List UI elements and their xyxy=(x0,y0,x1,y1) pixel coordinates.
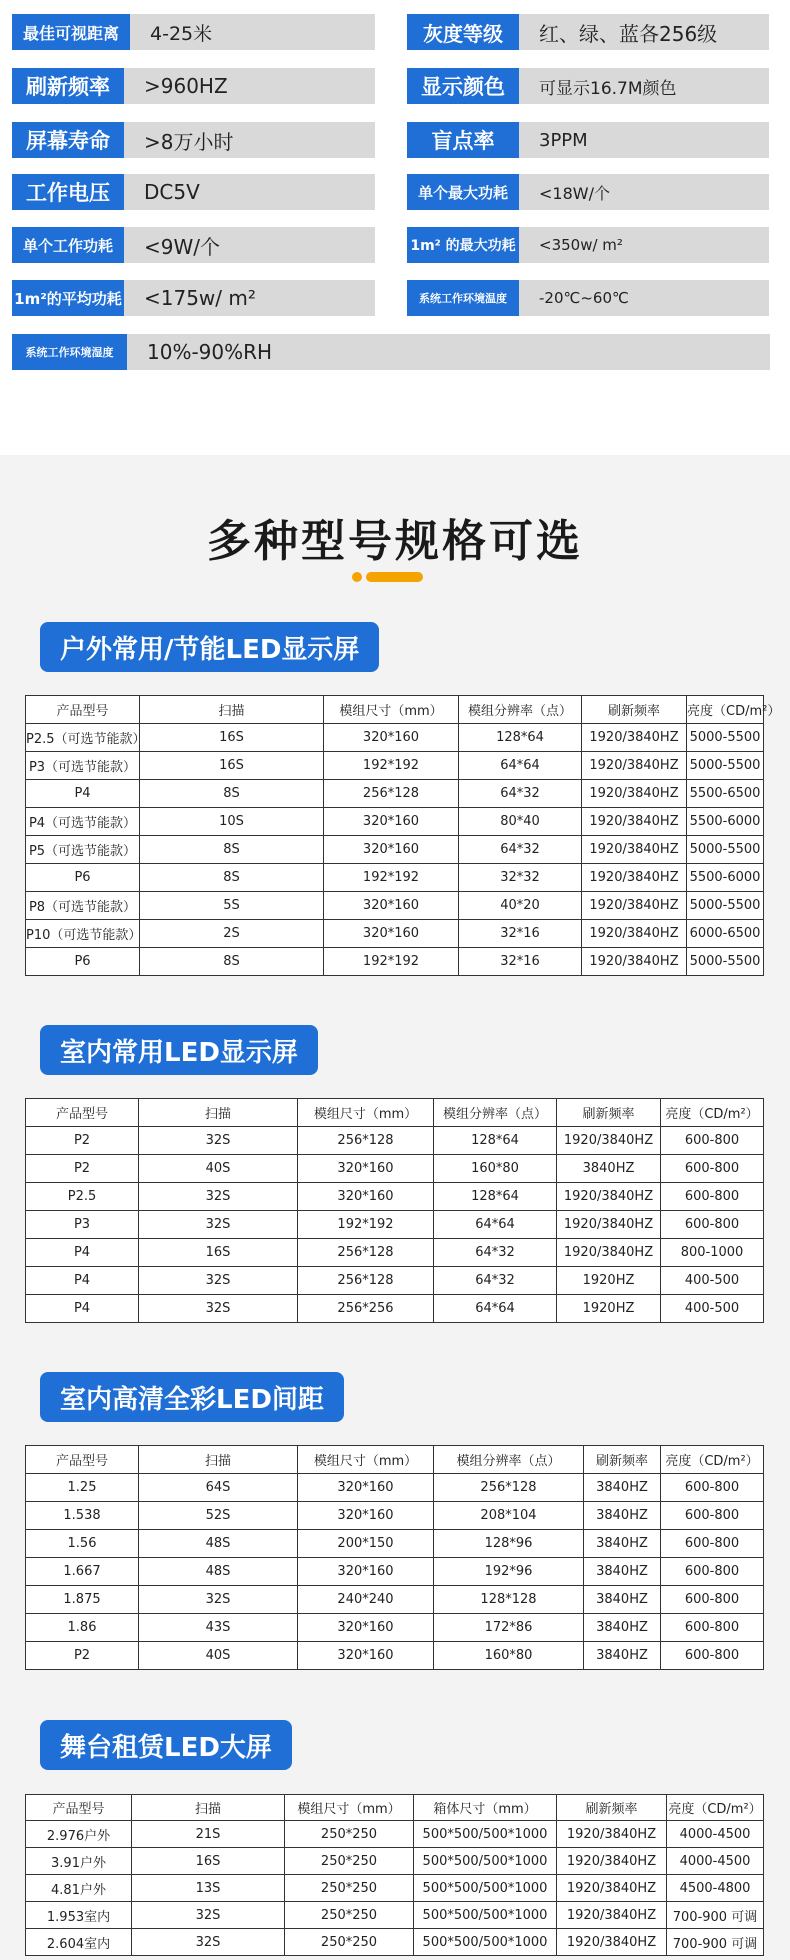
table-cell: 400-500 xyxy=(661,1267,764,1295)
table-cell: 250*250 xyxy=(285,1929,414,1956)
table-cell: 21S xyxy=(132,1821,285,1848)
table-header-cell: 产品型号 xyxy=(26,1099,139,1127)
table-cell: 1920/3840HZ xyxy=(557,1875,667,1902)
table-row xyxy=(26,1821,764,1848)
table-cell: 64*64 xyxy=(459,752,582,780)
table-cell: 13S xyxy=(132,1875,285,1902)
table-header-cell: 扫描 xyxy=(139,1446,298,1474)
table-cell: 3840HZ xyxy=(584,1586,661,1614)
spec-item xyxy=(12,122,375,158)
table-cell: 128*64 xyxy=(434,1183,557,1211)
table-cell: 600-800 xyxy=(661,1558,764,1586)
table-cell: 320*160 xyxy=(298,1642,434,1670)
table-header-row xyxy=(26,1795,764,1821)
table-cell: 320*160 xyxy=(298,1502,434,1530)
table-cell: 600-800 xyxy=(661,1183,764,1211)
table-cell: 250*250 xyxy=(285,1902,414,1929)
table-cell: 600-800 xyxy=(661,1155,764,1183)
table-cell: 48S xyxy=(139,1558,298,1586)
table-cell: 600-800 xyxy=(661,1127,764,1155)
spec-value: <9W/个 xyxy=(124,227,375,263)
table-row xyxy=(26,948,764,976)
table-cell: 4000-4500 xyxy=(667,1848,764,1875)
table-cell: 256*256 xyxy=(298,1295,434,1323)
table-header-row xyxy=(26,1446,764,1474)
table-cell: 800-1000 xyxy=(661,1239,764,1267)
table-row xyxy=(26,1530,764,1558)
table-row xyxy=(26,780,764,808)
table-cell: 320*160 xyxy=(298,1155,434,1183)
table-cell: 32S xyxy=(132,1902,285,1929)
table-cell: 32S xyxy=(139,1211,298,1239)
table-cell: 128*96 xyxy=(434,1530,584,1558)
table-cell: 320*160 xyxy=(324,808,459,836)
table-row xyxy=(26,1211,764,1239)
table-cell: 43S xyxy=(139,1614,298,1642)
spec-item xyxy=(407,280,769,316)
table-cell: 200*150 xyxy=(298,1530,434,1558)
table-cell: 500*500/500*1000 xyxy=(414,1929,557,1956)
spec-value: 3PPM xyxy=(519,122,769,158)
table-cell: P4（可选节能款） xyxy=(26,808,140,836)
table-cell: 3840HZ xyxy=(584,1558,661,1586)
table-row xyxy=(26,1875,764,1902)
table-cell: P5（可选节能款） xyxy=(26,836,140,864)
table-cell: 128*128 xyxy=(434,1586,584,1614)
table-cell: 5500-6500 xyxy=(687,780,764,808)
table-header-cell: 亮度（CD/m²） xyxy=(661,1099,764,1127)
table-cell: 1920HZ xyxy=(557,1295,661,1323)
spec-table-stage-rental xyxy=(25,1794,764,1956)
table-cell: 16S xyxy=(139,1239,298,1267)
table-cell: 32*32 xyxy=(459,864,582,892)
spec-value: -20℃~60℃ xyxy=(519,280,769,316)
table-cell: 500*500/500*1000 xyxy=(414,1875,557,1902)
table-cell: 64*32 xyxy=(459,836,582,864)
spec-item xyxy=(12,227,375,263)
table-cell: 600-800 xyxy=(661,1642,764,1670)
table-cell: P3（可选节能款） xyxy=(26,752,140,780)
table-row xyxy=(26,808,764,836)
table-row xyxy=(26,1183,764,1211)
table-cell: 600-800 xyxy=(661,1614,764,1642)
table-cell: 2.976户外 xyxy=(26,1821,132,1848)
spec-value: 4-25米 xyxy=(130,14,375,50)
table-cell: 1.875 xyxy=(26,1586,139,1614)
table-cell: 5000-5500 xyxy=(687,724,764,752)
table-cell: 5000-5500 xyxy=(687,752,764,780)
table-cell: 256*128 xyxy=(434,1474,584,1502)
table-cell: 192*192 xyxy=(324,864,459,892)
table-cell: 1920/3840HZ xyxy=(582,808,687,836)
spec-value: <175w/ m² xyxy=(124,280,375,316)
table-cell: 600-800 xyxy=(661,1502,764,1530)
table-cell: 1920/3840HZ xyxy=(582,948,687,976)
table-cell: 320*160 xyxy=(298,1474,434,1502)
table-cell: 1.953室内 xyxy=(26,1902,132,1929)
spec-value: >960HZ xyxy=(124,68,375,104)
table-cell: 8S xyxy=(140,948,324,976)
spec-label: 工作电压 xyxy=(12,174,124,210)
table-row xyxy=(26,920,764,948)
table-cell: P2.5 xyxy=(26,1183,139,1211)
spec-value: 10%-90%RH xyxy=(127,334,770,370)
table-cell: P2 xyxy=(26,1127,139,1155)
table-cell: P2 xyxy=(26,1155,139,1183)
spec-item xyxy=(12,334,770,370)
table-cell: 208*104 xyxy=(434,1502,584,1530)
table-row xyxy=(26,1848,764,1875)
table-title-stage-rental: 舞台租赁LED大屏 xyxy=(40,1720,292,1770)
table-row xyxy=(26,1155,764,1183)
spec-value: <350w/ m² xyxy=(519,227,769,263)
table-header-cell: 扫描 xyxy=(139,1099,298,1127)
spec-table-outdoor xyxy=(25,695,781,976)
table-header-cell: 模组分辨率（点） xyxy=(459,696,582,724)
table-row xyxy=(26,1239,764,1267)
table-cell: 1920/3840HZ xyxy=(557,1848,667,1875)
table-cell: 32*16 xyxy=(459,948,582,976)
table-cell: 1.667 xyxy=(26,1558,139,1586)
spec-item xyxy=(407,227,769,263)
table-header-cell: 刷新频率 xyxy=(557,1795,667,1821)
table-cell: 1.538 xyxy=(26,1502,139,1530)
table-header-cell: 模组分辨率（点） xyxy=(434,1446,584,1474)
table-header-cell: 产品型号 xyxy=(26,1446,139,1474)
spec-table-indoor xyxy=(25,1098,764,1323)
table-cell: 250*250 xyxy=(285,1848,414,1875)
spec-item xyxy=(12,14,375,50)
table-cell: P4 xyxy=(26,780,140,808)
table-cell: 4000-4500 xyxy=(667,1821,764,1848)
table-cell: P3 xyxy=(26,1211,139,1239)
table-cell: 600-800 xyxy=(661,1211,764,1239)
table-cell: P4 xyxy=(26,1239,139,1267)
spec-item xyxy=(12,68,375,104)
table-cell: 320*160 xyxy=(324,724,459,752)
table-cell: 256*128 xyxy=(298,1267,434,1295)
table-cell: 3840HZ xyxy=(584,1642,661,1670)
table-row xyxy=(26,892,764,920)
spec-label: 1m²的平均功耗 xyxy=(12,280,124,316)
table-row xyxy=(26,864,764,892)
table-cell: 1920/3840HZ xyxy=(557,1127,661,1155)
table-cell: 32S xyxy=(139,1127,298,1155)
table-row xyxy=(26,1586,764,1614)
table-cell: 32S xyxy=(139,1586,298,1614)
table-cell: 4500-4800 xyxy=(667,1875,764,1902)
spec-item xyxy=(12,174,375,210)
table-cell: 600-800 xyxy=(661,1586,764,1614)
table-header-cell: 刷新频率 xyxy=(584,1446,661,1474)
table-header-cell: 模组尺寸（mm） xyxy=(285,1795,414,1821)
table-header-cell: 产品型号 xyxy=(26,1795,132,1821)
spec-label: 最佳可视距离 xyxy=(12,14,130,50)
table-row xyxy=(26,1558,764,1586)
table-cell: 8S xyxy=(140,780,324,808)
spec-label: 1m² 的最大功耗 xyxy=(407,227,519,263)
spec-value: DC5V xyxy=(124,174,375,210)
spec-label: 单个工作功耗 xyxy=(12,227,124,263)
table-cell: 1920/3840HZ xyxy=(557,1183,661,1211)
table-cell: 5500-6000 xyxy=(687,864,764,892)
spec-label: 盲点率 xyxy=(407,122,519,158)
table-cell: 5500-6000 xyxy=(687,808,764,836)
table-row xyxy=(26,1267,764,1295)
table-cell: 80*40 xyxy=(459,808,582,836)
table-header-cell: 产品型号 xyxy=(26,696,140,724)
table-cell: 16S xyxy=(140,724,324,752)
table-row xyxy=(26,1614,764,1642)
table-cell: 192*192 xyxy=(298,1211,434,1239)
table-cell: 320*160 xyxy=(324,920,459,948)
table-title-indoor: 室内常用LED显示屏 xyxy=(40,1025,318,1075)
table-cell: 240*240 xyxy=(298,1586,434,1614)
table-cell: 8S xyxy=(140,864,324,892)
spec-item xyxy=(407,174,769,210)
table-cell: 4.81户外 xyxy=(26,1875,132,1902)
table-cell: 192*96 xyxy=(434,1558,584,1586)
table-cell: 5S xyxy=(140,892,324,920)
spec-value: >8万小时 xyxy=(124,122,375,158)
table-cell: 1920/3840HZ xyxy=(557,1929,667,1956)
table-header-cell: 模组分辨率（点） xyxy=(434,1099,557,1127)
table-cell: P6 xyxy=(26,948,140,976)
table-cell: 128*64 xyxy=(434,1127,557,1155)
table-cell: 48S xyxy=(139,1530,298,1558)
table-cell: 256*128 xyxy=(298,1127,434,1155)
table-cell: 32*16 xyxy=(459,920,582,948)
table-cell: 128*64 xyxy=(459,724,582,752)
table-cell: 64*64 xyxy=(434,1211,557,1239)
table-cell: 64*32 xyxy=(434,1267,557,1295)
table-cell: 250*250 xyxy=(285,1875,414,1902)
table-cell: 1920/3840HZ xyxy=(557,1902,667,1929)
table-cell: 5000-5500 xyxy=(687,892,764,920)
table-cell: 1920/3840HZ xyxy=(582,892,687,920)
table-cell: 1920HZ xyxy=(557,1267,661,1295)
table-cell: 320*160 xyxy=(298,1558,434,1586)
table-cell: 32S xyxy=(139,1183,298,1211)
table-cell: 250*250 xyxy=(285,1821,414,1848)
table-row xyxy=(26,1902,764,1929)
spec-label: 刷新频率 xyxy=(12,68,124,104)
table-cell: 320*160 xyxy=(298,1183,434,1211)
table-header-cell: 模组尺寸（mm） xyxy=(298,1099,434,1127)
table-cell: 5000-5500 xyxy=(687,948,764,976)
table-cell: 1920/3840HZ xyxy=(582,836,687,864)
table-header-cell: 亮度（CD/m²） xyxy=(687,696,764,724)
table-cell: 3840HZ xyxy=(584,1530,661,1558)
table-header-cell: 扫描 xyxy=(132,1795,285,1821)
spec-label: 屏幕寿命 xyxy=(12,122,124,158)
table-cell: 8S xyxy=(140,836,324,864)
table-cell: P4 xyxy=(26,1295,139,1323)
table-cell: 64*64 xyxy=(434,1295,557,1323)
table-cell: 3840HZ xyxy=(584,1614,661,1642)
table-cell: 64S xyxy=(139,1474,298,1502)
spec-item xyxy=(407,68,769,104)
table-header-cell: 刷新频率 xyxy=(582,696,687,724)
table-header-row xyxy=(26,696,764,724)
title-decoration-bar xyxy=(366,572,423,582)
table-cell: 1920/3840HZ xyxy=(582,724,687,752)
table-cell: 700-900 可调 xyxy=(667,1902,764,1929)
table-cell: 1.25 xyxy=(26,1474,139,1502)
table-cell: 40*20 xyxy=(459,892,582,920)
table-cell: 172*86 xyxy=(434,1614,584,1642)
table-header-cell: 模组尺寸（mm） xyxy=(298,1446,434,1474)
table-cell: 2.604室内 xyxy=(26,1929,132,1956)
table-row xyxy=(26,1642,764,1670)
spec-table-indoor-hd xyxy=(25,1445,764,1670)
table-cell: 500*500/500*1000 xyxy=(414,1821,557,1848)
table-cell: 500*500/500*1000 xyxy=(414,1902,557,1929)
table-header-cell: 模组尺寸（mm） xyxy=(324,696,459,724)
table-cell: 160*80 xyxy=(434,1155,557,1183)
table-header-cell: 箱体尺寸（mm） xyxy=(414,1795,557,1821)
table-cell: 1920/3840HZ xyxy=(582,752,687,780)
table-cell: 1.56 xyxy=(26,1530,139,1558)
table-cell: 256*128 xyxy=(298,1239,434,1267)
table-cell: 16S xyxy=(132,1848,285,1875)
table-cell: 600-800 xyxy=(661,1474,764,1502)
spec-label: 系统工作环境湿度 xyxy=(12,334,127,370)
spec-label: 显示颜色 xyxy=(407,68,519,104)
spec-value: 红、绿、蓝各256级 xyxy=(519,14,769,50)
table-cell: 64*32 xyxy=(459,780,582,808)
table-cell: 192*192 xyxy=(324,752,459,780)
table-cell: 32S xyxy=(139,1295,298,1323)
spec-value: <18W/个 xyxy=(519,174,769,210)
table-cell: P2 xyxy=(26,1642,139,1670)
table-cell: P8（可选节能款） xyxy=(26,892,140,920)
table-cell: 3.91户外 xyxy=(26,1848,132,1875)
table-cell: 64*32 xyxy=(434,1239,557,1267)
table-cell: 600-800 xyxy=(661,1530,764,1558)
table-row xyxy=(26,1502,764,1530)
table-header-cell: 亮度（CD/m²） xyxy=(667,1795,764,1821)
table-cell: 52S xyxy=(139,1502,298,1530)
table-row xyxy=(26,1127,764,1155)
table-cell: P6 xyxy=(26,864,140,892)
table-cell: 2S xyxy=(140,920,324,948)
table-row xyxy=(26,724,764,752)
table-cell: 256*128 xyxy=(324,780,459,808)
table-cell: 1920/3840HZ xyxy=(582,864,687,892)
table-title-outdoor: 户外常用/节能LED显示屏 xyxy=(40,622,379,672)
table-cell: 320*160 xyxy=(324,892,459,920)
table-cell: P4 xyxy=(26,1267,139,1295)
table-cell: 500*500/500*1000 xyxy=(414,1848,557,1875)
table-cell: 6000-6500 xyxy=(687,920,764,948)
table-cell: 1920/3840HZ xyxy=(557,1211,661,1239)
table-cell: 1920/3840HZ xyxy=(557,1239,661,1267)
spec-value: 可显示16.7M颜色 xyxy=(519,68,769,104)
table-cell: 400-500 xyxy=(661,1295,764,1323)
table-cell: 1.86 xyxy=(26,1614,139,1642)
table-row xyxy=(26,1929,764,1956)
spec-item xyxy=(407,14,769,50)
table-title-indoor-hd: 室内高清全彩LED间距 xyxy=(40,1372,344,1422)
table-header-cell: 刷新频率 xyxy=(557,1099,661,1127)
table-cell: 320*160 xyxy=(324,836,459,864)
table-cell: 1920/3840HZ xyxy=(582,920,687,948)
title-decoration-dot xyxy=(352,572,362,582)
table-cell: 3840HZ xyxy=(557,1155,661,1183)
table-row xyxy=(26,752,764,780)
table-cell: 3840HZ xyxy=(584,1474,661,1502)
section-title: 多种型号规格可选 xyxy=(207,516,583,567)
table-cell: 160*80 xyxy=(434,1642,584,1670)
table-cell: P2.5（可选节能款） xyxy=(26,724,140,752)
spec-label: 灰度等级 xyxy=(407,14,519,50)
table-cell: 40S xyxy=(139,1155,298,1183)
table-cell: 32S xyxy=(139,1267,298,1295)
table-cell: 1920/3840HZ xyxy=(582,780,687,808)
table-header-row xyxy=(26,1099,764,1127)
table-cell: 1920/3840HZ xyxy=(557,1821,667,1848)
table-cell: 10S xyxy=(140,808,324,836)
table-cell: 700-900 可调 xyxy=(667,1929,764,1956)
table-row xyxy=(26,836,764,864)
table-row xyxy=(26,1474,764,1502)
spec-label: 系统工作环境温度 xyxy=(407,280,519,316)
table-cell: 5000-5500 xyxy=(687,836,764,864)
table-header-cell: 亮度（CD/m²） xyxy=(661,1446,764,1474)
spec-item xyxy=(12,280,375,316)
spec-label: 单个最大功耗 xyxy=(407,174,519,210)
table-header-cell: 扫描 xyxy=(140,696,324,724)
table-cell: 40S xyxy=(139,1642,298,1670)
table-cell: 320*160 xyxy=(298,1614,434,1642)
table-row xyxy=(26,1295,764,1323)
table-cell: 16S xyxy=(140,752,324,780)
model-spec-section xyxy=(0,455,790,1960)
spec-item xyxy=(407,122,769,158)
table-cell: 3840HZ xyxy=(584,1502,661,1530)
table-cell: P10（可选节能款） xyxy=(26,920,140,948)
spec-section xyxy=(0,0,790,455)
table-cell: 32S xyxy=(132,1929,285,1956)
table-cell: 192*192 xyxy=(324,948,459,976)
